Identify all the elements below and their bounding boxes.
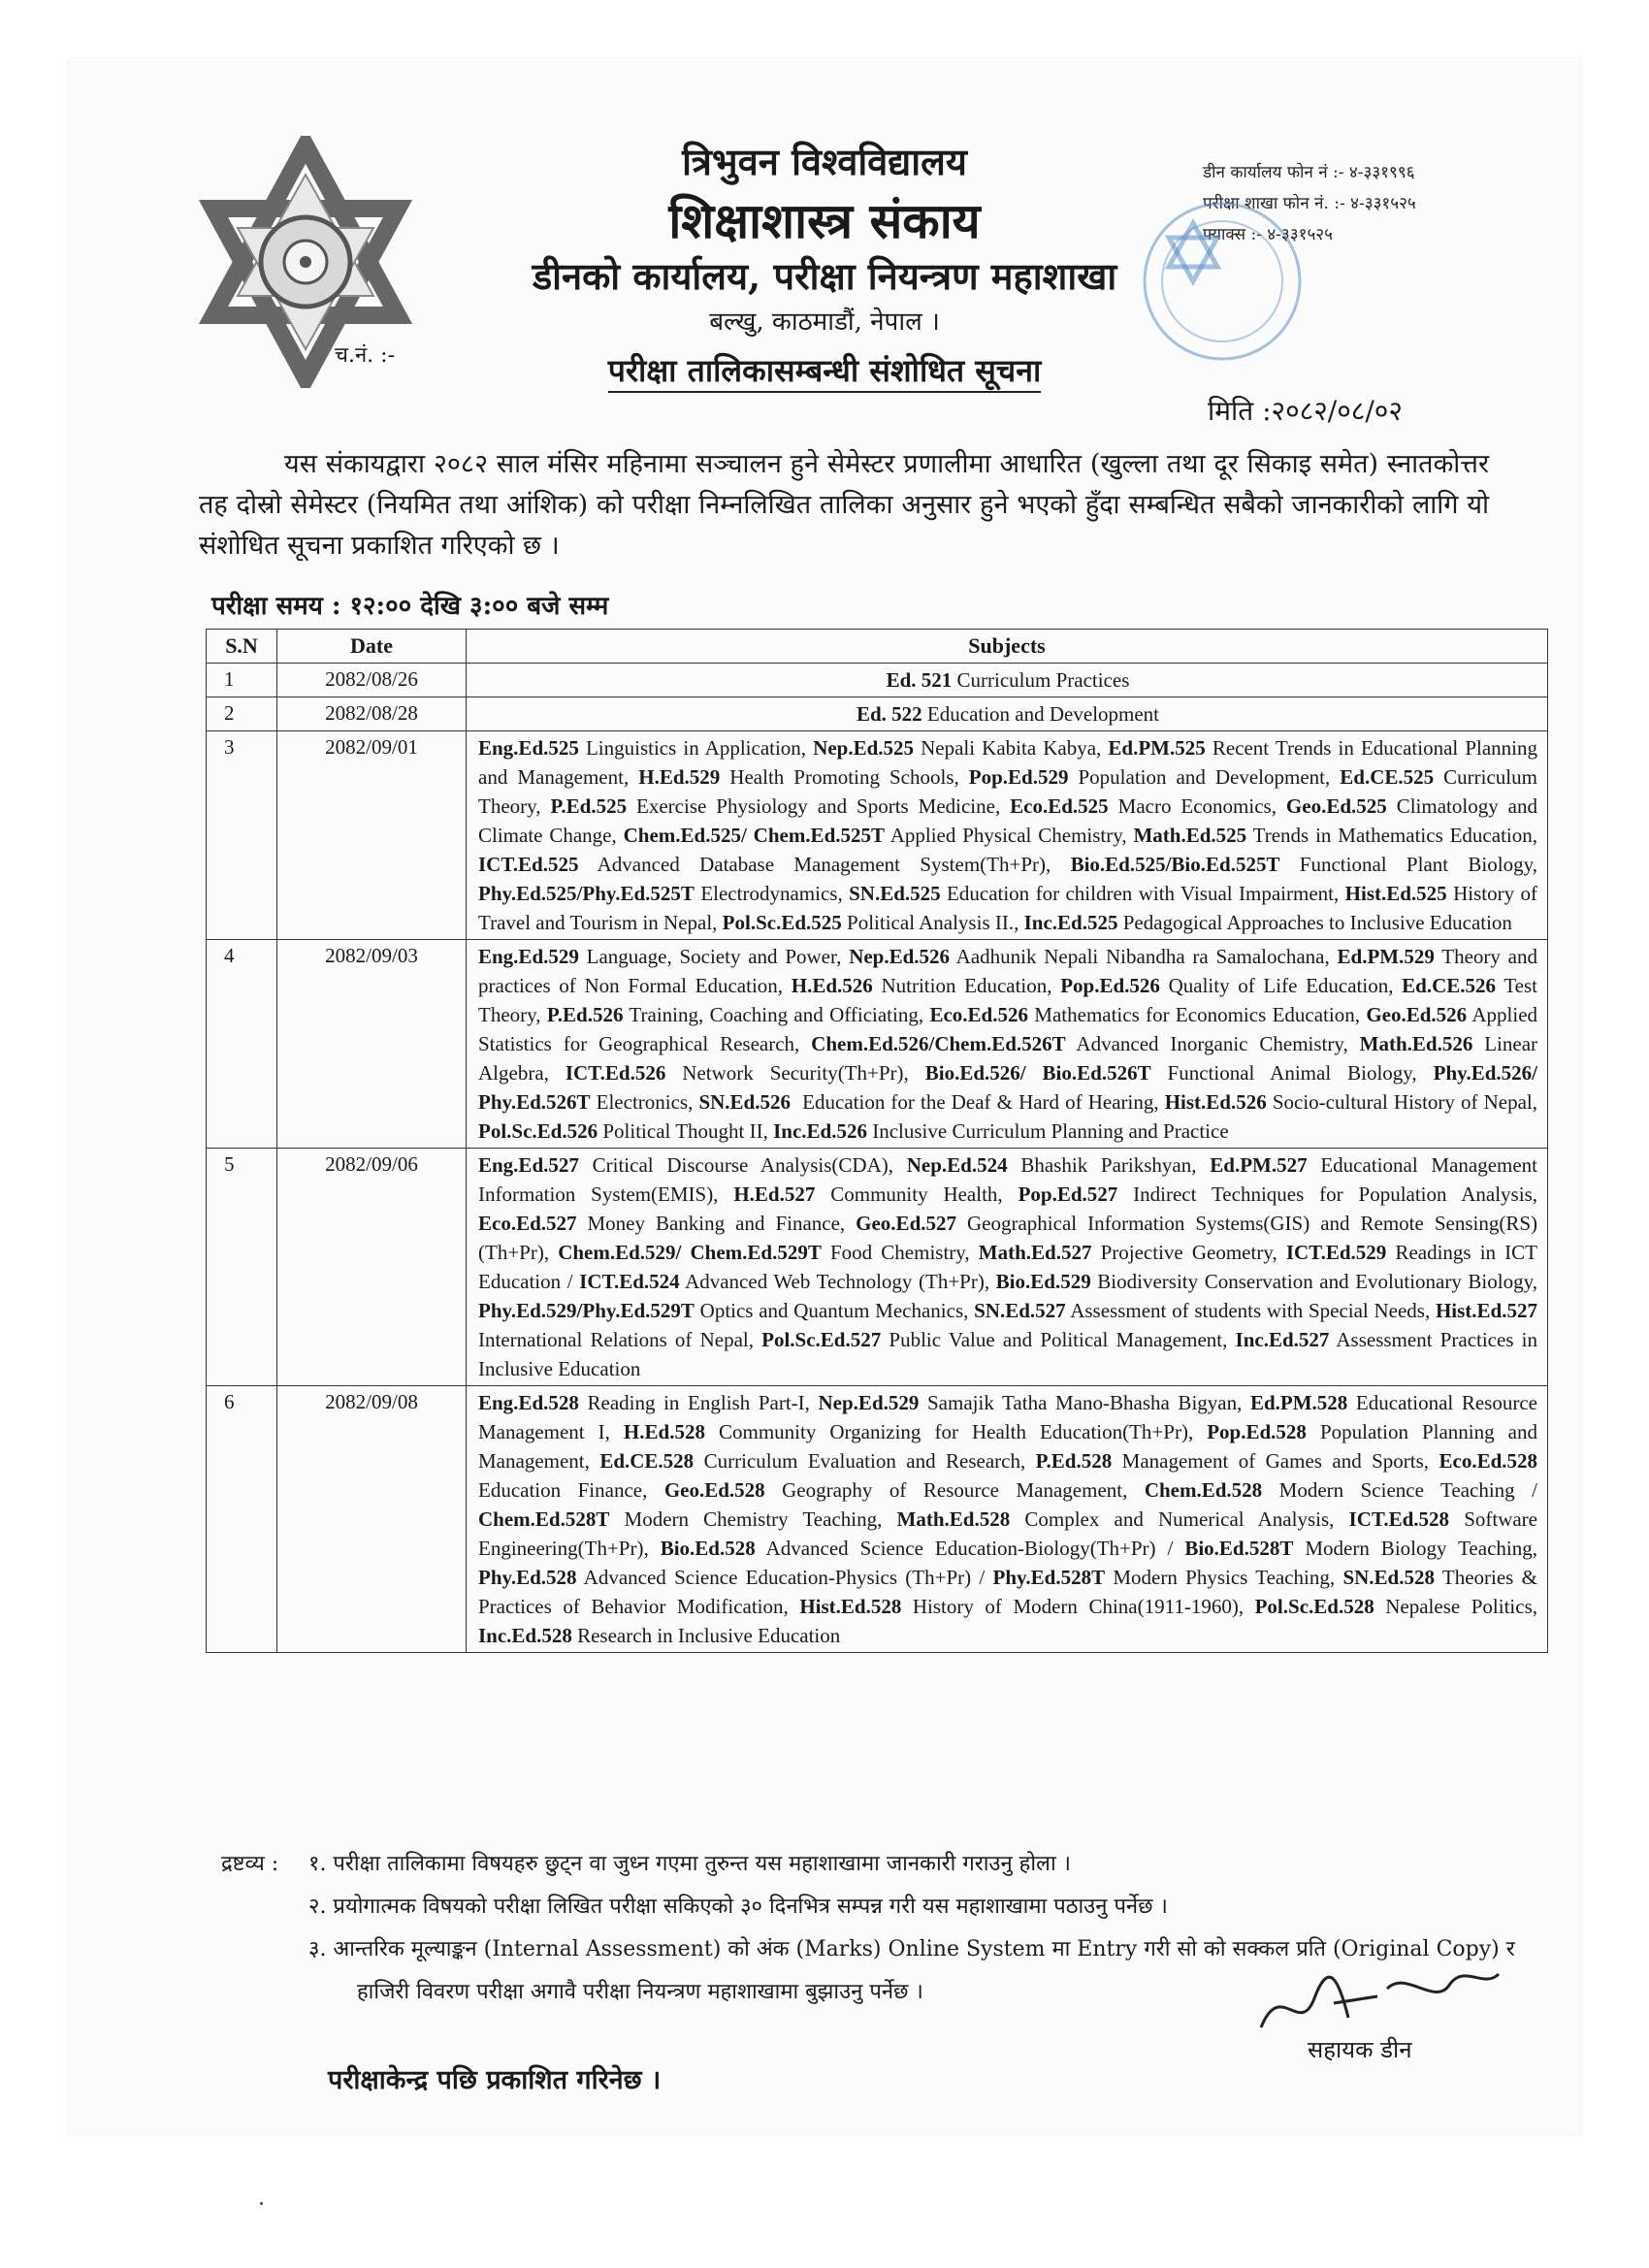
speck-mark xyxy=(260,2202,263,2205)
subject-code: ICT.Ed.524 xyxy=(579,1270,680,1293)
subject-title: Training, Coaching and Officiating, xyxy=(623,1003,930,1026)
row-subjects xyxy=(467,1386,1548,1653)
subject-title: Projective Geometry, xyxy=(1091,1241,1286,1264)
subject-code: Ed.CE.525 xyxy=(1340,765,1435,789)
subject-title: Modern Biology Teaching, xyxy=(1293,1537,1543,1560)
subject-code: Bio.Ed.528 xyxy=(660,1537,756,1560)
subject-code: Bio.Ed.526/ Bio.Ed.526T xyxy=(924,1061,1151,1085)
university-name: त्रिभुवन विश्वविद्यालय xyxy=(682,140,967,183)
row-subjects xyxy=(467,731,1548,940)
subject-code: Hist.Ed.525 xyxy=(1344,882,1447,905)
note-item: १. परीक्षा तालिकामा विषयहरु छुट्न वा जुध्न गएमा तुरुन्त यस महाशाखामा जानकारी गराउनु होला । xyxy=(308,1852,1071,1876)
subject-title: Linear Algebra, xyxy=(478,1032,1542,1085)
subject-title: Education and Development xyxy=(922,702,1160,726)
subject-title: Test Theory, xyxy=(478,974,1542,1026)
subject-code: Geo.Ed.526 xyxy=(1366,1003,1468,1026)
subject-code: Ed.PM.525 xyxy=(1108,736,1206,760)
subject-code: SN.Ed.525 xyxy=(849,882,941,905)
subject-title: Network Security(Th+Pr), xyxy=(665,1061,925,1085)
subject-title: Reading in English Part-I, xyxy=(578,1391,819,1414)
subject-code: Math.Ed.526 xyxy=(1359,1032,1473,1055)
table-row xyxy=(207,1386,1548,1653)
subject-title: Education for children with Visual Impairment, xyxy=(940,882,1345,905)
column-header-sn: S.N xyxy=(207,630,277,664)
subject-code: Hist.Ed.527 xyxy=(1435,1299,1537,1322)
subject-code: SN.Ed.527 xyxy=(974,1299,1066,1322)
subject-title: Nepalese Politics, xyxy=(1374,1595,1543,1618)
subject-title: Electrodynamics, xyxy=(694,882,850,905)
table-row xyxy=(207,664,1548,697)
row-sn: 6 xyxy=(207,1386,277,1653)
subject-title: Socio-cultural History of Nepal, xyxy=(1266,1090,1543,1114)
subject-code: Chem.Ed.528T xyxy=(478,1507,610,1531)
subject-code: Hist.Ed.528 xyxy=(799,1595,902,1618)
subject-title: Applied Statistics for Geographical Research, xyxy=(478,1003,1543,1055)
subject-title: International Relations of Nepal, xyxy=(478,1299,1543,1351)
subject-title: Geography of Resource Management, xyxy=(764,1478,1145,1502)
subject-title: Assessment of students with Special Needs, xyxy=(1065,1299,1436,1322)
subject-code: Geo.Ed.525 xyxy=(1285,794,1387,818)
subject-code: Pol.Sc.Ed.526 xyxy=(478,1119,598,1143)
office-address: बल्खु, काठमाडौं, नेपाल । xyxy=(709,308,940,337)
subject-title: Samajik Tatha Mano-Bhasha Bigyan, xyxy=(919,1391,1250,1414)
table-row xyxy=(207,697,1548,731)
subject-code: Eng.Ed.525 xyxy=(478,736,579,760)
subject-code: ICT.Ed.526 xyxy=(565,1061,666,1085)
row-subjects xyxy=(467,664,1548,697)
subject-title: Macro Economics, xyxy=(1108,794,1286,818)
subject-code: Inc.Ed.527 xyxy=(1235,1328,1330,1351)
subject-code: ICT.Ed.529 xyxy=(1285,1241,1387,1264)
subject-code: Nep.Ed.529 xyxy=(818,1391,920,1414)
subject-code: Geo.Ed.527 xyxy=(856,1212,956,1235)
subject-title: Complex and Numerical Analysis, xyxy=(1010,1507,1349,1531)
subject-title: Education Finance, xyxy=(478,1449,1543,1502)
subject-code: H.Ed.527 xyxy=(733,1183,816,1206)
subject-code: SN.Ed.526 xyxy=(698,1090,791,1114)
table-row xyxy=(207,1149,1548,1386)
table-header-row xyxy=(207,630,1548,664)
subject-code: Pol.Sc.Ed.525 xyxy=(722,911,842,934)
subject-code: Inc.Ed.528 xyxy=(478,1624,572,1647)
row-date: 2082/08/26 xyxy=(277,664,467,697)
subject-title: Language, Society and Power, xyxy=(578,945,850,968)
column-header-subjects: Subjects xyxy=(467,630,1548,664)
row-date: 2082/08/28 xyxy=(277,697,467,731)
row-subjects xyxy=(467,697,1548,731)
note-item: २. प्रयोगात्मक विषयको परीक्षा लिखित परीक्षा सकिएको ३० दिनभित्र सम्पन्न गरी यस महाशाखामा पठाउनु पर्नेछ । xyxy=(308,1895,1168,1919)
subject-title: Political Thought II, xyxy=(598,1119,774,1143)
subject-code: SN.Ed.528 xyxy=(1342,1566,1435,1589)
subject-title: Advanced Science Education-Biology(Th+Pr) / xyxy=(755,1537,1185,1560)
subject-title: Biodiversity Conservation and Evolutionary Biology, xyxy=(1090,1270,1543,1293)
subject-title: Curriculum Theory, xyxy=(478,765,1542,818)
subject-code: Nep.Ed.526 xyxy=(849,945,951,968)
phone-line: परीक्षा शाखा फोन नं. :- ४-३३१५२५ xyxy=(1203,194,1416,213)
subject-title: Community Health, xyxy=(815,1183,1018,1206)
office-stamp-icon xyxy=(1125,184,1319,378)
subject-code: ICT.Ed.528 xyxy=(1348,1507,1450,1531)
subject-code: Pop.Ed.529 xyxy=(968,765,1069,789)
subject-title: Money Banking and Finance, xyxy=(576,1212,857,1235)
subject-title: Research in Inclusive Education xyxy=(571,1624,841,1647)
subject-code: Hist.Ed.526 xyxy=(1164,1090,1267,1114)
subject-title: Critical Discourse Analysis(CDA), xyxy=(578,1153,907,1177)
row-sn: 3 xyxy=(207,731,277,940)
subject-title: Curriculum Practices xyxy=(952,668,1130,692)
subject-code: Ed.PM.529 xyxy=(1337,945,1435,968)
notice-title xyxy=(0,349,1649,391)
subject-title: Nutrition Education, xyxy=(872,974,1061,997)
subject-code: ICT.Ed.525 xyxy=(478,853,579,876)
subject-title: Functional Animal Biology, xyxy=(1150,1061,1434,1085)
subject-title: Educational Management Information System(EMIS), xyxy=(478,1153,1543,1206)
row-sn: 2 xyxy=(207,697,277,731)
subject-title: Functional Plant Biology, xyxy=(1279,853,1543,876)
exam-time: परीक्षा समय : १२:०० देखि ३:०० बजे सम्म xyxy=(211,592,609,621)
subject-code: Phy.Ed.528T xyxy=(992,1566,1106,1589)
row-date: 2082/09/08 xyxy=(277,1386,467,1653)
subject-title: Curriculum Evaluation and Research, xyxy=(694,1449,1036,1473)
subject-code: Phy.Ed.525/Phy.Ed.525T xyxy=(478,882,695,905)
signer-title: सहायक डीन xyxy=(1308,2036,1412,2063)
subject-code: Pop.Ed.526 xyxy=(1060,974,1160,997)
subject-title: Advanced Inorganic Chemistry, xyxy=(1065,1032,1360,1055)
subject-code: Math.Ed.528 xyxy=(896,1507,1011,1531)
subject-title: Modern Science Teaching / xyxy=(1262,1478,1543,1502)
subject-code: Pol.Sc.Ed.528 xyxy=(1254,1595,1374,1618)
subject-title: Bhashik Parikshyan, xyxy=(1007,1153,1211,1177)
subject-code: P.Ed.526 xyxy=(546,1003,624,1026)
subject-code: Eng.Ed.527 xyxy=(478,1153,579,1177)
row-date: 2082/09/03 xyxy=(277,940,467,1149)
subject-title: Advanced Database Management System(Th+Pr), xyxy=(578,853,1071,876)
subject-title: Readings in ICT Education / xyxy=(478,1241,1543,1293)
subject-title: Theory and practices of Non Formal Education, xyxy=(478,945,1543,997)
subject-code: Ed.PM.527 xyxy=(1210,1153,1308,1177)
subject-title: Recent Trends in Educational Planning and Management, xyxy=(478,736,1543,789)
subject-title: Advanced Science Education-Physics (Th+Pr) / xyxy=(576,1566,993,1589)
subject-code: Chem.Ed.529/ Chem.Ed.529T xyxy=(558,1241,822,1264)
subject-title: Electronics, xyxy=(590,1090,699,1114)
subject-title: History of Modern China(1911-1960), xyxy=(901,1595,1255,1618)
subject-code: Eco.Ed.528 xyxy=(1439,1449,1538,1473)
subject-title: Assessment Practices in Inclusive Education xyxy=(478,1328,1543,1380)
row-date: 2082/09/01 xyxy=(277,731,467,940)
notice-date: मिति :२०८२/०८/०२ xyxy=(1208,395,1403,427)
subject-code: Bio.Ed.525/Bio.Ed.525T xyxy=(1070,853,1280,876)
intro-paragraph: यस संकायद्वारा २०८२ साल मंसिर महिनामा सञ्चालन हुने सेमेस्टर प्रणालीमा आधारित (खुल्ला तथा दूर सिकाइ समेत) स्नातकोत्तर तह दोस्रो सेमेस्टर (नियमित तथा आंशिक) को परीक्षा निम्नलिखित तालिका अनुसार हुने भएको हुँदा सम्बन्धित सबैको जानकारीको लागि यो संशोधित सूचना प्रकाशित गरिएको छ । xyxy=(199,449,1489,561)
subject-code: Ed.CE.528 xyxy=(599,1449,695,1473)
row-sn: 1 xyxy=(207,664,277,697)
subject-code: Pop.Ed.528 xyxy=(1207,1420,1307,1443)
subject-title: Education for the Deaf & Hard of Hearing, xyxy=(790,1090,1165,1114)
subject-title: Political Analysis II., xyxy=(841,911,1024,934)
subject-title: Health Promoting Schools, xyxy=(720,765,969,789)
subject-title: Quality of Life Education, xyxy=(1159,974,1403,997)
row-sn: 4 xyxy=(207,940,277,1149)
subject-code: Nep.Ed.524 xyxy=(906,1153,1008,1177)
subject-code: H.Ed.528 xyxy=(623,1420,705,1443)
subject-title: Population and Development, xyxy=(1068,765,1341,789)
subject-code: Eng.Ed.529 xyxy=(478,945,579,968)
note-item: ३. आन्तरिक मूल्याङ्कन (Internal Assessment) को अंक (Marks) Online System मा Entry गरी सो को सक्कल प्रति (Original Copy) र हाजिरी विवरण परीक्षा अगावै परीक्षा नियन्त्रण महाशाखामा बुझाउनु पर्नेछ । xyxy=(308,1937,1515,2004)
subject-title: Geographical Information Systems(GIS) and Remote Sensing(RS) (Th+Pr), xyxy=(478,1212,1543,1264)
table-body xyxy=(207,664,1548,1653)
subject-code: Chem.Ed.528 xyxy=(1144,1478,1263,1502)
subject-code: Ed.PM.528 xyxy=(1249,1391,1348,1414)
subject-code: Ed.CE.526 xyxy=(1402,974,1497,997)
exam-center-note: परीक्षाकेन्द्र पछि प्रकाशित गरिनेछ । xyxy=(328,2065,662,2095)
subject-code: Math.Ed.527 xyxy=(978,1241,1092,1264)
phone-line: डीन कार्यालय फोन नं :- ४-३३१९९६ xyxy=(1203,163,1415,182)
subject-code: P.Ed.528 xyxy=(1035,1449,1113,1473)
subject-title: History of Travel and Tourism in Nepal, xyxy=(478,882,1542,934)
subject-title: Indirect Techniques for Population Analysis, xyxy=(1117,1183,1543,1206)
subject-title: Mathematics for Economics Education, xyxy=(1027,1003,1367,1026)
subject-title: Inclusive Curriculum Planning and Practice xyxy=(866,1119,1229,1143)
subject-title: Modern Chemistry Teaching, xyxy=(609,1507,897,1531)
subject-code: Eco.Ed.526 xyxy=(929,1003,1028,1026)
subject-code: P.Ed.525 xyxy=(550,794,628,818)
subject-code: Bio.Ed.529 xyxy=(995,1270,1091,1293)
subject-code: Phy.Ed.529/Phy.Ed.529T xyxy=(478,1299,695,1322)
subject-code: Ed. 522 xyxy=(856,702,922,726)
subject-title: Software Engineering(Th+Pr), xyxy=(478,1507,1543,1560)
subject-title: Nepali Kabita Kabya, xyxy=(914,736,1109,760)
subject-title: Population Planning and Management, xyxy=(478,1420,1543,1473)
row-sn: 5 xyxy=(207,1149,277,1386)
notice-title-text: परीक्षा तालिकासम्बन्धी संशोधित सूचना xyxy=(608,352,1042,393)
table-row xyxy=(207,731,1548,940)
subject-title: Exercise Physiology and Sports Medicine, xyxy=(627,794,1011,818)
subject-code: Phy.Ed.526/ Phy.Ed.526T xyxy=(478,1061,1537,1114)
subject-title: Aadhunik Nepali Nibandha ra Samalochana, xyxy=(950,945,1338,968)
subject-title: Modern Physics Teaching, xyxy=(1105,1566,1343,1589)
subject-code: Phy.Ed.528 xyxy=(478,1566,577,1589)
subject-title: Food Chemistry, xyxy=(821,1241,979,1264)
subject-code: H.Ed.529 xyxy=(638,765,721,789)
subject-code: Math.Ed.525 xyxy=(1133,824,1247,847)
subject-code: Nep.Ed.525 xyxy=(813,736,915,760)
subject-title: Advanced Web Technology (Th+Pr), xyxy=(679,1270,996,1293)
subject-code: Eco.Ed.527 xyxy=(478,1212,577,1235)
subject-code: Inc.Ed.526 xyxy=(773,1119,867,1143)
row-subjects xyxy=(467,940,1548,1149)
subject-code: Eng.Ed.528 xyxy=(478,1391,579,1414)
row-date: 2082/09/06 xyxy=(277,1149,467,1386)
subject-title: Trends in Mathematics Education, xyxy=(1246,824,1543,847)
subject-code: Inc.Ed.525 xyxy=(1023,911,1118,934)
subject-code: Chem.Ed.526/Chem.Ed.526T xyxy=(811,1032,1066,1055)
subject-code: Geo.Ed.528 xyxy=(663,1478,765,1502)
subject-title: Public Value and Political Management, xyxy=(881,1328,1236,1351)
row-subjects xyxy=(467,1149,1548,1386)
subject-title: Applied Physical Chemistry, xyxy=(885,824,1134,847)
subject-code: Eco.Ed.525 xyxy=(1010,794,1109,818)
faculty-name: शिक्षाशास्त्र संकाय xyxy=(668,192,981,249)
subject-code: Chem.Ed.525/ Chem.Ed.525T xyxy=(623,824,885,847)
subject-title: Educational Resource Management I, xyxy=(478,1391,1543,1443)
office-name: डीनको कार्यालय, परीक्षा नियन्त्रण महाशाखा xyxy=(532,254,1117,298)
notes-label: द्रष्टव्य : xyxy=(221,1852,279,1876)
table-row xyxy=(207,940,1548,1149)
subject-title: Optics and Quantum Mechanics, xyxy=(694,1299,975,1322)
exam-schedule-table xyxy=(206,629,1548,1653)
subject-code: H.Ed.526 xyxy=(791,974,873,997)
reference-number-label: च.नं. :- xyxy=(335,343,396,368)
subject-title: Management of Games and Sports, xyxy=(1112,1449,1439,1473)
subject-title: Community Organizing for Health Education(Th+Pr), xyxy=(704,1420,1208,1443)
subject-title: Pedagogical Approaches to Inclusive Education xyxy=(1117,911,1512,934)
phone-line: फ्याक्स :- ४-३३१५२५ xyxy=(1203,225,1333,244)
subject-code: Pol.Sc.Ed.527 xyxy=(761,1328,882,1351)
subject-code: Bio.Ed.528T xyxy=(1184,1537,1294,1560)
column-header-date: Date xyxy=(277,630,467,664)
subject-code: Ed. 521 xyxy=(886,668,953,692)
subject-code: Pop.Ed.527 xyxy=(1018,1183,1118,1206)
subject-title: Climatology and Climate Change, xyxy=(478,794,1543,847)
subject-title: Linguistics in Application, xyxy=(578,736,814,760)
subject-title: Theories & Practices of Behavior Modification, xyxy=(478,1566,1543,1618)
